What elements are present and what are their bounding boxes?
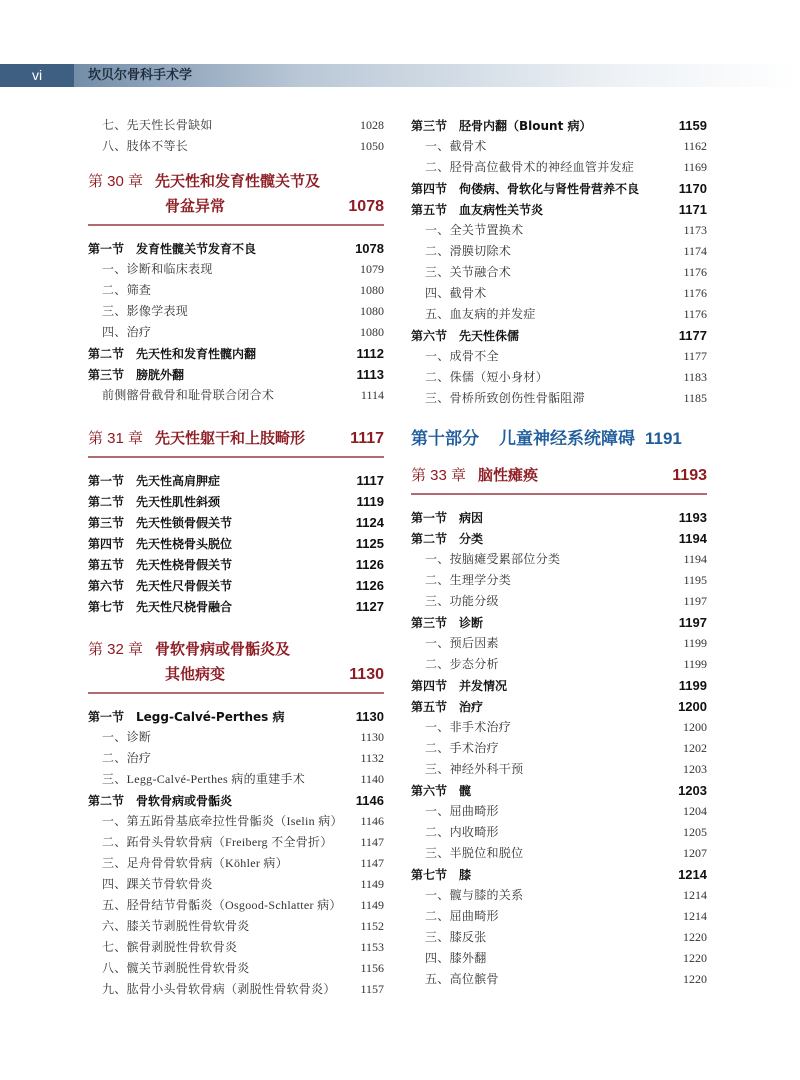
toc-section-entry[interactable] <box>88 512 384 533</box>
toc-item-entry[interactable] <box>88 874 384 895</box>
toc-item-entry[interactable] <box>88 853 384 874</box>
entry-page: 1078 <box>355 241 384 256</box>
chapter-number: 第 30 章 <box>88 173 144 190</box>
chapter-title-line2: 其他病变 <box>165 665 226 683</box>
toc-section-entry[interactable] <box>88 364 384 385</box>
entry-title: 二、跖骨头骨软骨病（Freiberg 不全骨折） <box>102 835 333 849</box>
entry-title: 四、治疗 <box>102 325 152 339</box>
chapter-32-entries <box>88 706 384 1000</box>
entry-page: 1203 <box>683 762 707 776</box>
entry-page: 1146 <box>360 814 384 828</box>
toc-right-column <box>411 115 707 990</box>
entry-title: 第四节 佝偻病、骨软化与肾性骨营养不良 <box>411 182 640 196</box>
page-number: vi <box>0 64 74 87</box>
toc-item-entry[interactable] <box>88 322 384 343</box>
entry-title: 四、截骨术 <box>425 286 487 300</box>
toc-section-entry[interactable] <box>411 325 707 346</box>
toc-item-entry[interactable] <box>88 811 384 832</box>
entry-title: 七、先天性长骨缺如 <box>102 118 213 132</box>
toc-item-entry[interactable] <box>88 385 384 406</box>
chapter-31-heading[interactable] <box>88 426 384 458</box>
toc-item-entry[interactable] <box>88 958 384 979</box>
entry-page: 1130 <box>355 709 384 724</box>
entry-page: 1176 <box>683 265 707 279</box>
toc-item-entry[interactable] <box>411 759 707 780</box>
entry-page: 1124 <box>355 515 384 530</box>
entry-title: 三、膝反张 <box>425 930 487 944</box>
entry-page: 1162 <box>683 139 707 153</box>
toc-left-column <box>88 115 384 1000</box>
toc-item-entry[interactable] <box>411 822 707 843</box>
entry-page: 1146 <box>355 793 384 808</box>
entry-page: 1177 <box>678 328 707 343</box>
entry-title: 二、侏儒（短小身材） <box>425 370 549 384</box>
entry-page: 1080 <box>360 325 384 339</box>
toc-section-entry[interactable] <box>88 238 384 259</box>
entry-page: 1176 <box>683 307 707 321</box>
entry-title: 二、步态分析 <box>425 657 499 671</box>
entry-title: 第三节 先天性锁骨假关节 <box>88 516 233 530</box>
entry-page: 1171 <box>678 202 707 217</box>
entry-page: 1193 <box>678 510 707 525</box>
entry-page: 1194 <box>683 552 707 566</box>
entry-page: 1200 <box>683 720 707 734</box>
toc-section-entry[interactable] <box>411 675 707 696</box>
toc-item-entry[interactable] <box>88 979 384 1000</box>
entry-page: 1220 <box>683 951 707 965</box>
entry-title: 第一节 Legg-Calvé-Perthes 病 <box>88 710 285 724</box>
entry-page: 1119 <box>356 494 384 509</box>
chapter-page: 1130 <box>349 666 384 683</box>
chapter-30-heading[interactable] <box>88 169 384 226</box>
entry-title: 八、髋关节剥脱性骨软骨炎 <box>102 961 250 975</box>
toc-item-entry[interactable] <box>411 948 707 969</box>
chapter-page: 1193 <box>672 467 707 484</box>
entry-page: 1147 <box>360 835 384 849</box>
toc-item-entry[interactable] <box>411 157 707 178</box>
entry-title: 七、髌骨剥脱性骨软骨炎 <box>102 940 238 954</box>
entry-title: 四、踝关节骨软骨炎 <box>102 877 213 891</box>
entry-title: 一、截骨术 <box>425 139 487 153</box>
chapter-page: 1078 <box>348 198 384 215</box>
toc-item-entry[interactable] <box>411 906 707 927</box>
toc-item-entry[interactable] <box>88 259 384 280</box>
entry-page: 1127 <box>355 599 384 614</box>
entry-page: 1114 <box>360 388 384 402</box>
toc-item-entry[interactable] <box>411 717 707 738</box>
entry-title: 第五节 血友病性关节炎 <box>411 203 544 217</box>
toc-item-entry[interactable] <box>88 115 384 136</box>
entry-page: 1220 <box>683 972 707 986</box>
toc-section-entry[interactable] <box>411 780 707 801</box>
entry-page: 1132 <box>360 751 384 765</box>
toc-item-entry[interactable] <box>88 727 384 748</box>
toc-section-entry[interactable] <box>88 554 384 575</box>
entry-title: 第四节 先天性桡骨头脱位 <box>88 537 233 551</box>
entry-page: 1199 <box>683 657 707 671</box>
entry-page: 1125 <box>355 536 384 551</box>
entry-page: 1174 <box>683 244 707 258</box>
entry-title: 第三节 胫骨内翻（Blount 病） <box>411 119 592 133</box>
entry-title: 八、肢体不等长 <box>102 139 189 153</box>
toc-section-entry[interactable] <box>88 706 384 727</box>
entry-page: 1140 <box>360 772 384 786</box>
entry-title: 二、治疗 <box>102 751 152 765</box>
chapter-33-heading[interactable] <box>411 463 707 495</box>
chapter-30-entries <box>88 238 384 406</box>
toc-item-entry[interactable] <box>88 895 384 916</box>
entry-page: 1199 <box>683 636 707 650</box>
entry-title: 二、生理学分类 <box>425 573 512 587</box>
entry-title: 第七节 先天性尺桡骨融合 <box>88 600 233 614</box>
entry-title: 一、成骨不全 <box>425 349 499 363</box>
toc-section-entry[interactable] <box>411 864 707 885</box>
entry-title: 第一节 发育性髋关节发育不良 <box>88 242 257 256</box>
entry-page: 1126 <box>355 557 384 572</box>
entry-page: 1220 <box>683 930 707 944</box>
entry-title: 前侧髂骨截骨和耻骨联合闭合术 <box>102 388 275 402</box>
toc-item-entry[interactable] <box>411 241 707 262</box>
entry-page: 1079 <box>360 262 384 276</box>
entry-page: 1185 <box>683 391 707 405</box>
entry-title: 四、膝外翻 <box>425 951 487 965</box>
entry-title: 第三节 诊断 <box>411 616 484 630</box>
entry-title: 六、膝关节剥脱性骨软骨炎 <box>102 919 250 933</box>
entry-title: 五、血友病的并发症 <box>425 307 536 321</box>
toc-item-entry[interactable] <box>411 262 707 283</box>
entry-page: 1152 <box>360 919 384 933</box>
entry-title: 第三节 膀胱外翻 <box>88 368 185 382</box>
entry-page: 1195 <box>683 573 707 587</box>
entry-title: 三、Legg-Calvé-Perthes 病的重建手术 <box>102 772 306 786</box>
toc-item-entry[interactable] <box>88 136 384 157</box>
toc-item-entry[interactable] <box>88 280 384 301</box>
entry-page: 1159 <box>678 118 707 133</box>
toc-item-entry[interactable] <box>411 738 707 759</box>
entry-title: 一、按脑瘫受累部位分类 <box>425 552 561 566</box>
toc-section-entry[interactable] <box>88 491 384 512</box>
entry-page: 1214 <box>683 909 707 923</box>
entry-title: 第五节 治疗 <box>411 700 484 714</box>
entry-title: 第二节 先天性肌性斜颈 <box>88 495 221 509</box>
part-number: 第十部分 <box>411 429 479 449</box>
toc-section-entry[interactable] <box>88 470 384 491</box>
entry-title: 二、滑膜切除术 <box>425 244 512 258</box>
toc-item-entry[interactable] <box>411 843 707 864</box>
entry-page: 1126 <box>355 578 384 593</box>
entry-page: 1194 <box>678 531 707 546</box>
entry-page: 1157 <box>360 982 384 996</box>
toc-item-entry[interactable] <box>411 346 707 367</box>
entry-title: 第二节 分类 <box>411 532 484 546</box>
entry-title: 三、骨桥所致创伤性骨骺阻滞 <box>425 391 585 405</box>
toc-item-entry[interactable] <box>88 748 384 769</box>
entry-title: 一、诊断 <box>102 730 152 744</box>
toc-item-entry[interactable] <box>411 654 707 675</box>
toc-section-entry[interactable] <box>411 696 707 717</box>
entry-page: 1214 <box>678 867 707 882</box>
entry-page: 1149 <box>360 898 384 912</box>
toc-item-entry[interactable] <box>411 388 707 409</box>
toc-section-entry[interactable] <box>88 343 384 364</box>
entry-title: 一、预后因素 <box>425 636 499 650</box>
entry-title: 一、诊断和临床表现 <box>102 262 213 276</box>
toc-section-entry[interactable] <box>411 115 707 136</box>
chapter-number: 第 33 章 <box>411 467 467 484</box>
entry-page: 1130 <box>360 730 384 744</box>
toc-item-entry[interactable] <box>411 969 707 990</box>
chapter-number: 第 32 章 <box>88 641 144 658</box>
toc-item-entry[interactable] <box>411 927 707 948</box>
chapter-title-line2: 骨盆异常 <box>165 197 226 215</box>
entry-page: 1203 <box>678 783 707 798</box>
chapter-33-entries <box>411 507 707 990</box>
chapter-31-entries <box>88 470 384 617</box>
entry-page: 1207 <box>683 846 707 860</box>
entry-page: 1202 <box>683 741 707 755</box>
toc-section-entry[interactable] <box>88 575 384 596</box>
toc-item-entry[interactable] <box>411 801 707 822</box>
entry-page: 1028 <box>360 118 384 132</box>
toc-item-entry[interactable] <box>88 937 384 958</box>
toc-item-entry[interactable] <box>411 283 707 304</box>
entry-title: 一、髋与膝的关系 <box>425 888 524 902</box>
entry-page: 1147 <box>360 856 384 870</box>
entry-title: 三、半脱位和脱位 <box>425 846 524 860</box>
entry-title: 二、胫骨高位截骨术的神经血管并发症 <box>425 160 635 174</box>
entry-page: 1153 <box>360 940 384 954</box>
entry-title: 三、影像学表现 <box>102 304 189 318</box>
toc-section-entry[interactable] <box>88 533 384 554</box>
part-page: 1191 <box>645 429 682 448</box>
entry-title: 第一节 先天性高肩胛症 <box>88 474 221 488</box>
entry-title: 二、筛查 <box>102 283 152 297</box>
entry-page: 1080 <box>360 283 384 297</box>
toc-item-entry[interactable] <box>88 769 384 790</box>
entry-page: 1170 <box>678 181 707 196</box>
toc-section-entry[interactable] <box>411 507 707 528</box>
entry-page: 1214 <box>683 888 707 902</box>
entry-title: 二、内收畸形 <box>425 825 499 839</box>
toc-section-entry[interactable] <box>88 596 384 617</box>
entry-page: 1176 <box>683 286 707 300</box>
toc-item-entry[interactable] <box>411 633 707 654</box>
entry-title: 第二节 骨软骨病或骨骺炎 <box>88 794 233 808</box>
toc-item-entry[interactable] <box>411 304 707 325</box>
left-top-entries <box>88 115 384 157</box>
entry-page: 1113 <box>356 367 384 382</box>
entry-page: 1080 <box>360 304 384 318</box>
chapter-title: 骨软骨病或骨骺炎及 <box>155 640 291 658</box>
entry-title: 三、神经外科干预 <box>425 762 524 776</box>
entry-title: 一、第五跖骨基底牵拉性骨骺炎（Iselin 病） <box>102 814 343 828</box>
entry-page: 1177 <box>683 349 707 363</box>
chapter-number: 第 31 章 <box>88 430 144 447</box>
chapter-32-heading[interactable] <box>88 637 384 694</box>
entry-page: 1169 <box>683 160 707 174</box>
toc-item-entry[interactable] <box>88 301 384 322</box>
toc-item-entry[interactable] <box>411 220 707 241</box>
entry-page: 1197 <box>678 615 707 630</box>
toc-item-entry[interactable] <box>411 367 707 388</box>
entry-title: 第七节 膝 <box>411 868 472 882</box>
chapter-title: 先天性躯干和上肢畸形 <box>155 429 306 447</box>
entry-page: 1204 <box>683 804 707 818</box>
entry-title: 第五节 先天性桡骨假关节 <box>88 558 233 572</box>
entry-title: 二、屈曲畸形 <box>425 909 499 923</box>
entry-title: 五、高位髌骨 <box>425 972 499 986</box>
entry-title: 二、手术治疗 <box>425 741 499 755</box>
chapter-title: 脑性瘫痪 <box>478 466 539 484</box>
entry-title: 第六节 先天性侏儒 <box>411 329 520 343</box>
entry-title: 三、功能分级 <box>425 594 499 608</box>
toc-item-entry[interactable] <box>411 549 707 570</box>
entry-title: 第六节 髋 <box>411 784 472 798</box>
entry-title: 第四节 并发情况 <box>411 679 508 693</box>
entry-page: 1199 <box>678 678 707 693</box>
entry-title: 一、全关节置换术 <box>425 223 524 237</box>
entry-page: 1183 <box>683 370 707 384</box>
toc-section-entry[interactable] <box>88 790 384 811</box>
entry-title: 九、肱骨小头骨软骨病（剥脱性骨软骨炎） <box>102 982 336 996</box>
entry-title: 三、关节融合术 <box>425 265 512 279</box>
entry-title: 一、非手术治疗 <box>425 720 512 734</box>
entry-title: 一、屈曲畸形 <box>425 804 499 818</box>
entry-page: 1112 <box>356 346 384 361</box>
entry-title: 第六节 先天性尺骨假关节 <box>88 579 233 593</box>
chapter-title: 先天性和发育性髋关节及 <box>155 172 321 190</box>
toc-item-entry[interactable] <box>411 885 707 906</box>
toc-item-entry[interactable] <box>411 570 707 591</box>
entry-title: 第一节 病因 <box>411 511 484 525</box>
toc-section-entry[interactable] <box>411 178 707 199</box>
entry-page: 1149 <box>360 877 384 891</box>
toc-section-entry[interactable] <box>411 612 707 633</box>
toc-section-entry[interactable] <box>411 199 707 220</box>
entry-page: 1173 <box>683 223 707 237</box>
entry-page: 1156 <box>360 961 384 975</box>
entry-page: 1117 <box>356 473 384 488</box>
toc-item-entry[interactable] <box>411 591 707 612</box>
entry-page: 1205 <box>683 825 707 839</box>
entry-page: 1197 <box>683 594 707 608</box>
chapter-page: 1117 <box>350 430 384 447</box>
entry-page: 1050 <box>360 139 384 153</box>
book-title: 坎贝尔骨科手术学 <box>88 68 193 83</box>
part-title: 儿童神经系统障碍 <box>499 429 635 449</box>
entry-title: 三、足舟骨骨软骨病（Köhler 病） <box>102 856 289 870</box>
toc-item-entry[interactable] <box>411 136 707 157</box>
right-top-entries <box>411 115 707 409</box>
entry-page: 1200 <box>678 699 707 714</box>
toc-item-entry[interactable] <box>88 832 384 853</box>
toc-item-entry[interactable] <box>88 916 384 937</box>
toc-section-entry[interactable] <box>411 528 707 549</box>
entry-title: 五、胫骨结节骨骺炎（Osgood-Schlatter 病） <box>102 898 342 912</box>
entry-title: 第二节 先天性和发育性髋内翻 <box>88 347 257 361</box>
part-10-heading[interactable] <box>411 425 707 453</box>
